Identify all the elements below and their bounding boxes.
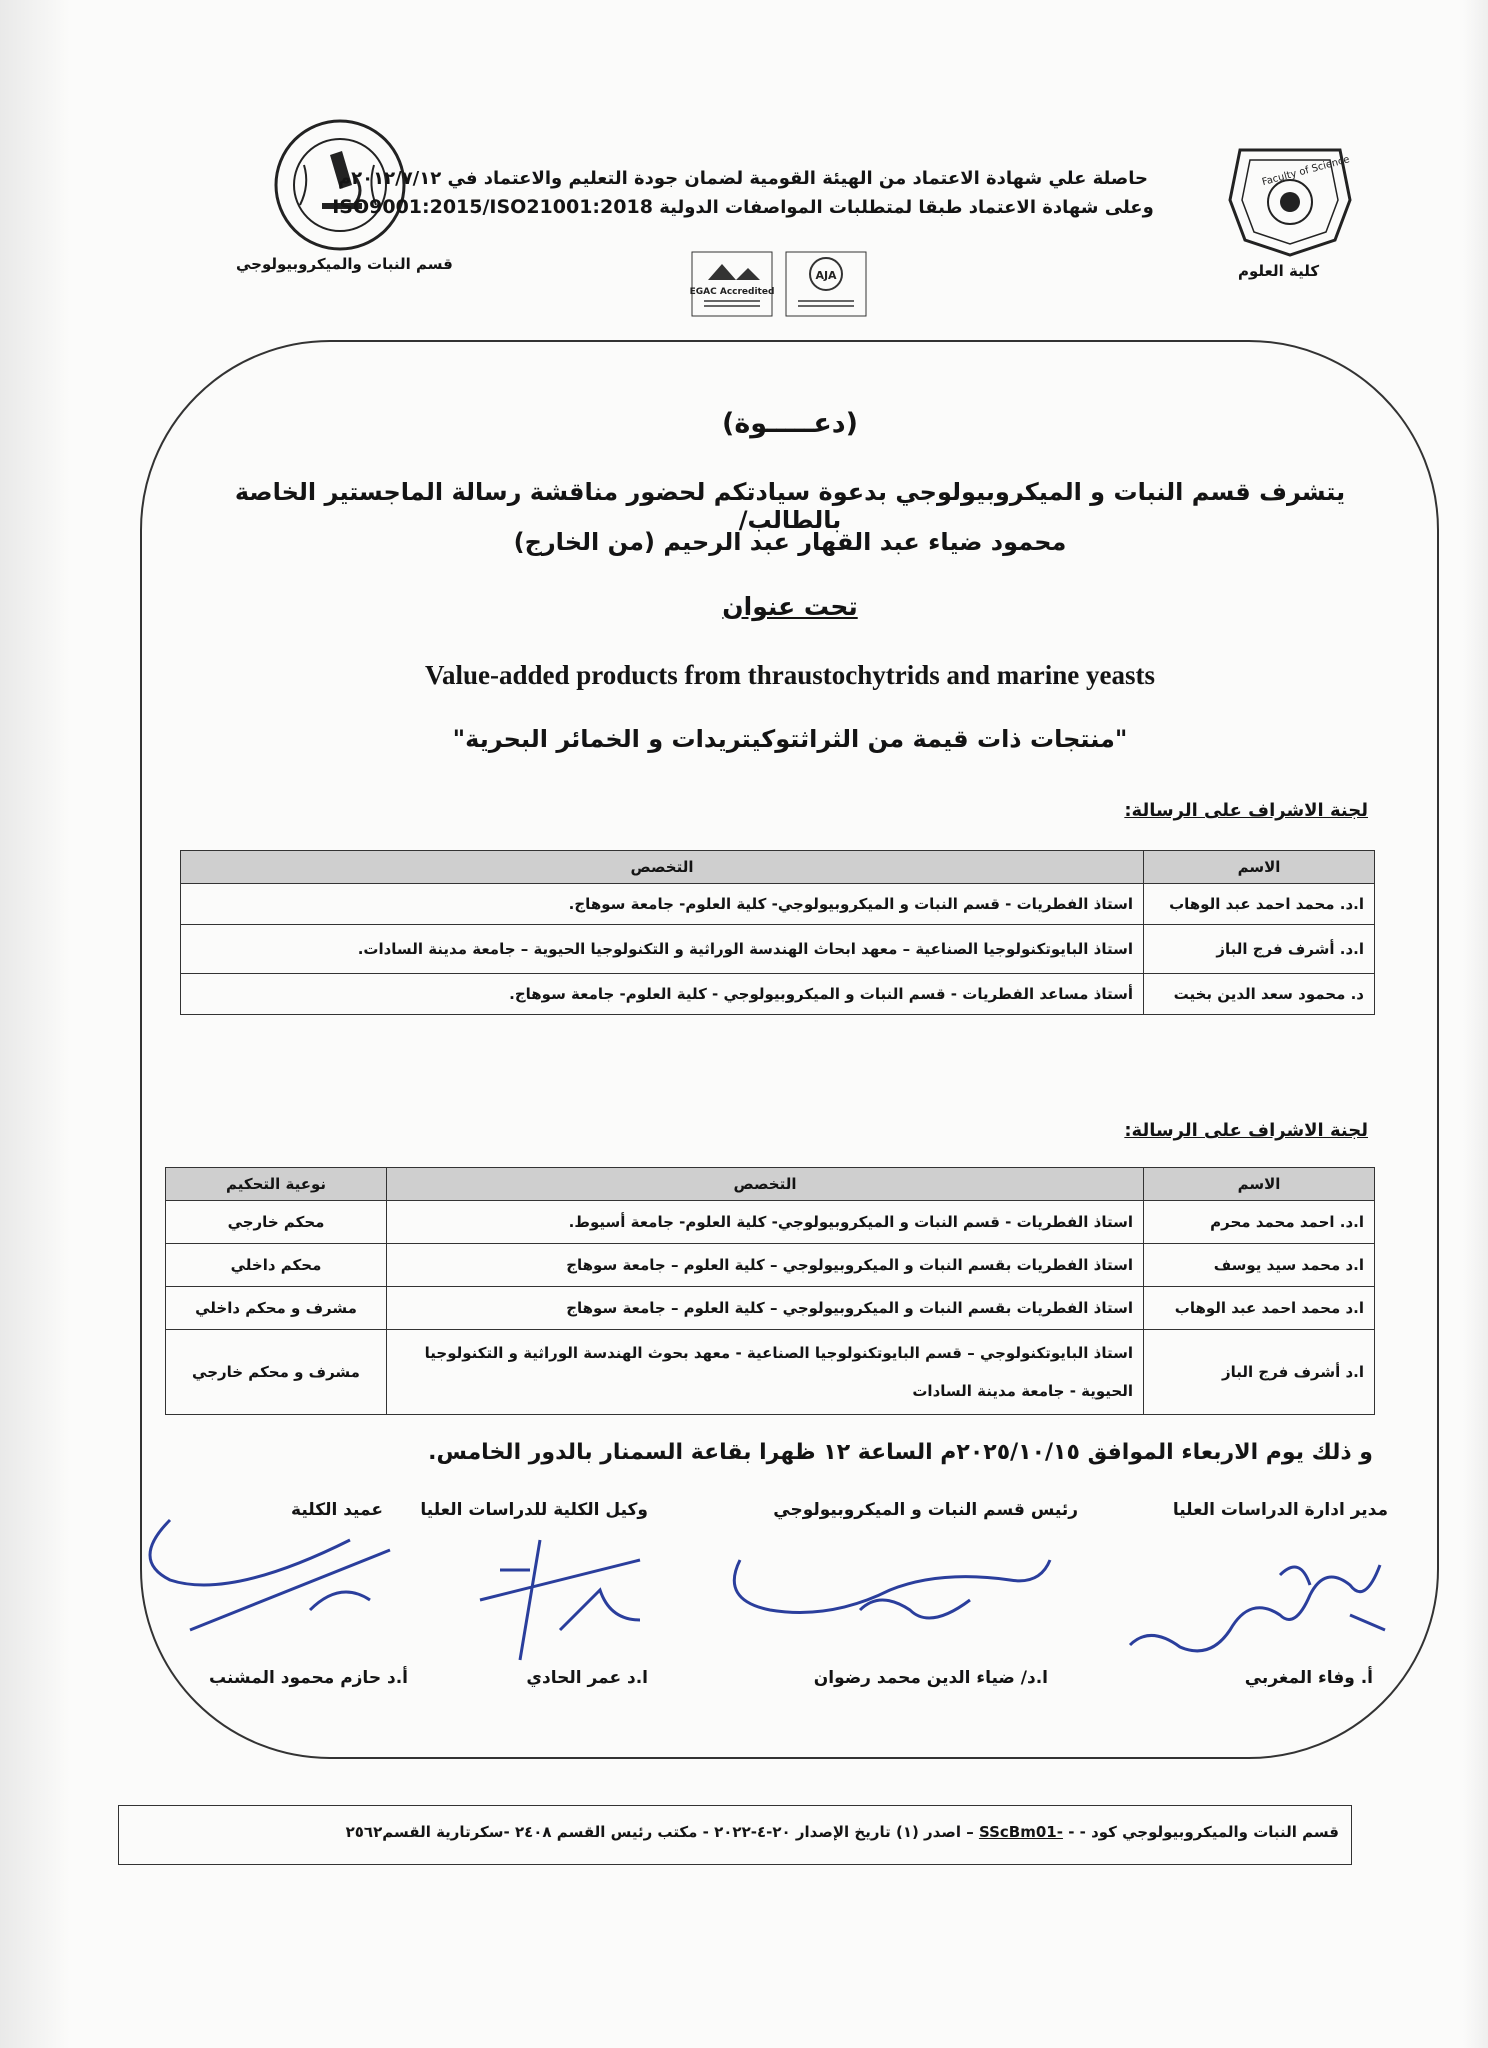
under-title-label: تحت عنوان — [722, 592, 858, 621]
student-name-line: محمود ضياء عبد القهار عبد الرحيم (من الخارج) — [513, 528, 1067, 556]
member-specialization: استاذ الفطريات - قسم النبات و الميكروبيولوجي- كلية العلوم- جامعة سوهاج. — [181, 884, 1144, 925]
examiner-specialization: استاذ البايوتكنولوجي – قسم البايوتكنولوجيا الصناعية - معهد بحوث الهندسة الوراثية و التكنولوجيا الحيوية - جامعة مدينة السادات — [387, 1330, 1144, 1415]
table-row — [166, 1287, 1375, 1330]
aja-badge-icon — [786, 252, 866, 316]
signature-graphic — [710, 1520, 1070, 1650]
table-row — [181, 925, 1375, 974]
member-specialization: استاذ البايوتكنولوجيا الصناعية – معهد ابحاث الهندسة الوراثية و التكنولوجيا الحيوية – جامعة مدينة السادات. — [181, 925, 1144, 974]
accreditation-line-1: حاصلة علي شهادة الاعتماد من الهيئة القومية لضمان جودة التعليم والاعتماد في ٢٠١٢/٧/١٢م — [337, 168, 1149, 189]
footer-suffix: – اصدر (١) تاريخ الإصدار ٢٠-٤-٢٠٢٢ - مكتب رئيس القسم ٢٤٠٨ -سكرتارية القسم٢٥٦٢ — [345, 1823, 974, 1841]
signatory-name: ا.د/ ضياء الدين محمد رضوان — [813, 1668, 1048, 1688]
signatory-title: وكيل الكلية للدراسات العليا — [420, 1500, 648, 1520]
department-caption: قسم النبات والميكروبيولوجي — [236, 255, 453, 273]
svg-text:Faculty of Science: Faculty of Science — [1260, 154, 1351, 189]
accreditation-line-2: وعلى شهادة الاعتماد طبقا لمتطلبات المواصفات الدولية ISO9001:2015/ISO21001:2018 — [332, 196, 1154, 218]
accreditation-statement — [303, 165, 1183, 222]
supervision-committee-heading: لجنة الاشراف على الرسالة: — [1124, 800, 1368, 821]
examiner-name: ا.د. احمد محمد محرم — [1144, 1201, 1375, 1244]
column-header-judging-type: نوعية التحكيم — [166, 1168, 387, 1201]
document-footer — [118, 1805, 1352, 1865]
examiner-role: محكم داخلي — [166, 1244, 387, 1287]
examination-committee-heading: لجنة الاشراف على الرسالة: — [1124, 1120, 1368, 1141]
thesis-title-english: Value-added products from thraustochytrids and marine yeasts — [424, 660, 1156, 690]
signatory-title: مدير ادارة الدراسات العليا — [1172, 1500, 1388, 1520]
document-code: SScBm01- — [978, 1823, 1063, 1841]
letterhead — [0, 0, 1488, 340]
member-specialization: أستاذ مساعد الفطريات - قسم النبات و الميكروبيولوجي - كلية العلوم- جامعة سوهاج. — [181, 974, 1144, 1015]
member-name: د. محمود سعد الدين بخيت — [1144, 974, 1375, 1015]
signature-graphic — [1110, 1535, 1400, 1675]
examiner-specialization: استاذ الفطريات بقسم النبات و الميكروبيولوجي – كلية العلوم – جامعة سوهاج — [387, 1287, 1144, 1330]
examiner-name: ا.د محمد احمد عبد الوهاب — [1144, 1287, 1375, 1330]
table-header-row — [181, 851, 1375, 884]
column-header-specialization: التخصص — [387, 1168, 1144, 1201]
egac-badge-icon — [690, 252, 774, 316]
signatory-name: أ. وفاء المغربي — [1244, 1668, 1373, 1688]
examiner-specialization: استاذ الفطريات بقسم النبات و الميكروبيولوجي – كلية العلوم – جامعة سوهاج — [387, 1244, 1144, 1287]
table-row — [166, 1244, 1375, 1287]
column-header-specialization: التخصص — [181, 851, 1144, 884]
badge-egac-label: EGAC Accredited — [690, 287, 775, 297]
accreditation-badges — [690, 250, 870, 320]
examiner-role: محكم خارجي — [166, 1201, 387, 1244]
meeting-details: و ذلك يوم الاربعاء الموافق ٢٠٢٥/١٠/١٥م الساعة ١٢ ظهرا بقاعة السمنار بالدور الخامس. — [428, 1440, 1373, 1465]
examiner-role: مشرف و محكم خارجي — [166, 1330, 387, 1415]
table-row — [181, 884, 1375, 925]
signatory-title: رئيس قسم النبات و الميكروبيولوجي — [773, 1500, 1078, 1520]
supervision-table — [180, 850, 1375, 1015]
faculty-seal-icon — [1220, 140, 1360, 260]
iso-numbers: ISO9001:2015/ISO21001:2018 — [332, 196, 653, 218]
column-header-name: الاسم — [1144, 851, 1375, 884]
invitation-title: (دعـــــوة) — [722, 408, 858, 439]
examination-table — [165, 1167, 1375, 1415]
signature-graphic — [110, 1500, 410, 1650]
table-row — [166, 1330, 1375, 1415]
footer-text — [346, 1823, 1339, 1841]
table-header-row — [166, 1168, 1375, 1201]
signatory-name: أ.د حازم محمود المشنب — [208, 1668, 408, 1688]
footer-prefix: قسم النبات والميكروبيولوجي كود - - — [1068, 1823, 1339, 1841]
examiner-name: ا.د أشرف فرج الباز — [1144, 1330, 1375, 1415]
faculty-logo — [1220, 140, 1360, 260]
invitation-intro-line-1: يتشرف قسم النبات و الميكروبيولوجي بدعوة سيادتكم لحضور مناقشة رسالة الماجستير الخاصة بالطالب/ — [234, 478, 1346, 534]
examiner-role: مشرف و محكم داخلي — [166, 1287, 387, 1330]
examiner-name: ا.د محمد سيد يوسف — [1144, 1244, 1375, 1287]
examiner-specialization: استاذ الفطريات - قسم النبات و الميكروبيولوجي- كلية العلوم- جامعة أسيوط. — [387, 1201, 1144, 1244]
signatory-title: عميد الكلية — [291, 1500, 383, 1520]
thesis-title-arabic: "منتجات ذات قيمة من الثراثتوكيتريدات و الخمائر البحرية" — [452, 725, 1128, 753]
badge-aja-label: AJA — [815, 269, 837, 282]
table-row — [181, 974, 1375, 1015]
table-row — [166, 1201, 1375, 1244]
column-header-name: الاسم — [1144, 1168, 1375, 1201]
member-name: ا.د. أشرف فرج الباز — [1144, 925, 1375, 974]
signature-graphic — [440, 1520, 680, 1670]
member-name: ا.د. محمد احمد عبد الوهاب — [1144, 884, 1375, 925]
faculty-caption: كلية العلوم — [1238, 262, 1320, 280]
signatory-name: ا.د عمر الحادي — [526, 1668, 648, 1688]
